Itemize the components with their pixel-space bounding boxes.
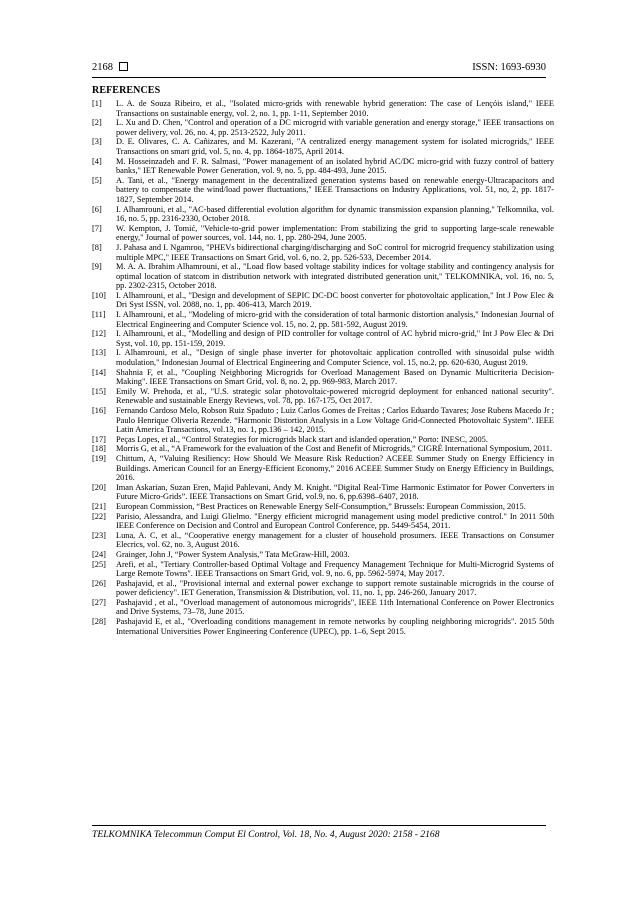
reference-text: Iman Askarian, Suzan Eren, Majid Pahlevani, Andy M. Knight. “Digital Real-Time Harmonic Estimator for Power Converters in Future Micro-Grids”. IEEE Transactions on Smart Grid, vol.9, no. 6, pp.6398–6407, 2018. — [116, 482, 554, 502]
reference-item — [92, 137, 554, 156]
reference-item — [92, 291, 554, 310]
reference-text: I. Alhamrouni, et al., "Design and development of SEPIC DC-DC boost converter for photovoltaic application," Int J Pow Elec & Dri Syst ISSN, vol. 2088, no. 1, pp. 406-413, March 2019. — [116, 290, 554, 310]
reference-item — [92, 387, 554, 406]
header-rule — [92, 77, 546, 78]
reference-number: [10] — [92, 290, 106, 300]
reference-text: Pashajavid E, et al., "Overloading conditions management in remote networks by coupling neighboring microgrids". 2015 50th International Universities Power Engineering Conference (UPEC), pp. 1–6, Sept 2015. — [116, 617, 554, 636]
reference-number: [25] — [92, 559, 106, 569]
checkbox-square-icon — [119, 62, 128, 71]
reference-number: [28] — [92, 617, 106, 627]
reference-number: [7] — [92, 223, 102, 233]
references-heading: REFERENCES — [92, 85, 161, 96]
reference-number: [15] — [92, 386, 106, 396]
reference-item — [92, 560, 554, 579]
reference-text: D. E. Olivares, C. A. Cañizares, and M. Kazerani, "A centralized energy management system for isolated microgrids," IEEE Transactions on smart grid, vol. 5, no. 4, pp. 1864-1875, April 2014. — [116, 137, 554, 156]
reference-number: [12] — [92, 329, 106, 339]
reference-item — [92, 368, 554, 387]
reference-item — [92, 118, 554, 137]
reference-item — [92, 329, 554, 348]
reference-number: [14] — [92, 367, 106, 377]
reference-number: [8] — [92, 242, 102, 252]
reference-number: [26] — [92, 578, 106, 588]
reference-number: [16] — [92, 406, 106, 415]
issn: ISSN: 1693-6930 — [472, 62, 546, 73]
page-footer: TELKOMNIKA Telecommun Comput El Control, Vol. 18, No. 4, August 2020: 2158 - 2168 — [92, 829, 440, 840]
reference-text: I. Alhamrouni, et al., "AC-based differential evolution algorithm for dynamic transmission expansion planning," Telkomnika, vol. 16, no. 5, pp. 2316-2330, October 2018. — [116, 204, 554, 224]
reference-item — [92, 598, 554, 617]
reference-number: [11] — [92, 310, 106, 320]
reference-item — [92, 224, 554, 243]
reference-text: Shahnia F, et al., "Coupling Neighboring Microgrids for Overload Management Based on Dynamic Multicriteria Decision-Making". IEEE Transactions on Smart Grid, vol. 8, no. 2, pp. 969-983, March 2017. — [116, 367, 554, 387]
reference-text: Emily W. Prehoda, et al., "U.S. strategic solar photovoltaic-powered microgrid deployment for enhanced national security". Renewable and sustainable Energy Reviews, vol. 78, pp. 167-175, Oct 2017. — [116, 386, 554, 406]
reference-number: [19] — [92, 453, 106, 463]
reference-number: [17] — [92, 434, 106, 444]
reference-text: Arefi, et al., "Tertiary Controller-based Optimal Voltage and Frequency Management Technique for Multi-Microgrid Systems of Large Remote Towns". IEEE Transactions on Smart Grid, vol. 9, no. 6, pp. 5962-5974, May 2017. — [116, 559, 554, 579]
reference-text: I. Alhamrouni, et al., "Design of single phase inverter for photovoltaic application controlled with sinusoidal pulse width modulation," Indonesian Journal of Electrical Engineering and Computer Science, vol. 15, no.2, pp. 620-630, August 2019. — [116, 348, 554, 368]
reference-number: [13] — [92, 348, 106, 358]
references-list — [92, 99, 554, 636]
reference-item — [92, 348, 554, 367]
reference-text: A. Tani, et al., "Energy management in the decentralized generation systems based on renewable energy-Ultracapacitors and battery to compensate the wind/load power fluctuations," IEEE Transactions on Industry Applications, vol. 51, no, 2, pp. 1817-1827, September 2014. — [116, 175, 554, 204]
reference-text: European Commission, “Best Practices on Renewable Energy Self-Consumption,” Brussels: European Commission, 2015. — [116, 501, 526, 511]
reference-text: Parisio, Alessandra, and Luigi Glielmo. "Energy efficient microgrid management using model predictive control." In 2011 50th IEEE Conference on Decision and Control and European Control Conference, pp. 5449-5454, 2011. — [116, 511, 554, 531]
reference-item — [92, 444, 554, 454]
reference-text: L. Xu and D. Chen, "Control and operation of a DC microgrid with variable generation and energy storage," IEEE transactions on power delivery, vol. 26, no. 4, pp. 2513-2522, July 2011. — [116, 118, 554, 137]
reference-number: [23] — [92, 530, 106, 540]
reference-number: [22] — [92, 511, 106, 521]
reference-text: M. A. A. Ibrahim Alhamrouni, et al., "Load flow based voltage stability indices for voltage stability and contingency analysis for optimal location of statcom in distribution network with integrated distributed generation unit," TELKOMNIKA, vol. 16, no. 5, pp. 2302-2315, October 2018. — [116, 262, 554, 291]
reference-text: J. Pahasa and I. Ngamroo, "PHEVs bidirectional charging/discharging and SoC control for microgrid frequency stabilization using multiple MPC," IEEE Transactions on Smart Grid, vol. 6, no. 2, pp. 526-533, December 2014. — [116, 242, 554, 262]
reference-text: I. Alhamrouni, et al., "Modeling of micro-grid with the consideration of total harmonic distortion analysis," Indonesian Journal of Electrical Engineering and Computer Science vol. 15, no. 2, pp. 581-592, August 2019. — [116, 310, 554, 329]
reference-item — [92, 205, 554, 224]
reference-item — [92, 99, 554, 118]
reference-number: [24] — [92, 549, 106, 559]
reference-number: [9] — [92, 262, 102, 272]
reference-text: Pashajavid , et al., "Overload management of autonomous microgrids", IEEE 11th International Conference on Power Electronics and Drive Systems, 73–78, June 2015. — [116, 597, 554, 617]
reference-text: Fernando Cardoso Melo, Robson Ruiz Spaduto ; Luiz Carlos Gomes de Freitas ; Carlos Eduardo Tavares; Jose Rubens Macedo Jr ; Paulo Henrique Oliveria Rezende. “Harmonic Distortion Analysis in a Low Voltage Grid-Connected Photovoltaic System”. IEEE Latin America Transactions, vol.13, no. 1, pp.136 – 142, 2015. — [116, 406, 554, 435]
reference-text: L. A. de Souza Ribeiro, et al., "Isolated micro-grids with renewable hybrid generation: The case of Lençóis island," IEEE Transactions on sustainable energy, vol. 2, no. 1, pp. 1-11, September 2010. — [116, 99, 554, 118]
reference-text: I. Alhamrouni, et al., "Modelling and design of PID controller for voltage control of AC hybrid micro-grid," Int J Pow Elec & Dri Syst, vol. 10, pp. 151-159, 2019. — [116, 329, 554, 348]
reference-item — [92, 262, 554, 291]
reference-number: [6] — [92, 204, 102, 214]
reference-number: [3] — [92, 137, 102, 147]
reference-item — [92, 617, 554, 636]
reference-item — [92, 157, 554, 176]
reference-item — [92, 512, 554, 531]
reference-text: Pashajavid, et al., "Provisional internal and external power exchange to support remote sustainable microgrids in the course of power deficiency". IET Generation, Transmission & Distribution, vol. 11, no. 1, pp. 246-260, January 2017. — [116, 578, 554, 598]
reference-text: M. Hosseinzadeh and F. R. Salmasi, "Power management of an isolated hybrid AC/DC micro-grid with fuzzy control of battery banks," IET Renewable Power Generation, vol. 9, no. 5, pp. 484-493, June 2015. — [116, 156, 554, 176]
reference-number: [4] — [92, 156, 102, 166]
reference-item — [92, 243, 554, 262]
reference-item — [92, 435, 554, 445]
reference-number: [27] — [92, 597, 106, 607]
page-number: 2168 — [92, 62, 113, 73]
reference-number: [21] — [92, 501, 106, 511]
reference-number: [18] — [92, 444, 106, 454]
reference-number: [2] — [92, 118, 102, 128]
reference-item — [92, 406, 554, 435]
reference-item — [92, 531, 554, 550]
header-page-number-group — [92, 62, 128, 73]
reference-text: Chittum, A, “Valuing Resiliency: How Should We Measure Risk Reduction? ACEEE Summer Study on Energy Efficiency in Buildings. American Council for an Energy-Efficient Economy,” 2016 ACEEE Summer Study on Energy Efficiency in Buildings, 2016. — [116, 453, 554, 483]
reference-text: Morris G, et al., “A Framework for the evaluation of the Cost and Benefit of Microgrids,” CIGRÉ International Symposium, 2011. — [116, 444, 553, 454]
reference-item — [92, 310, 554, 329]
reference-text: W. Kempton, J. Tomić, "Vehicle-to-grid power implementation: From stabilizing the grid to supporting large-scale renewable energy," Journal of power sources, vol. 144, no. 1, pp. 280-294, June 2005. — [116, 223, 554, 243]
reference-number: [1] — [92, 99, 102, 108]
reference-item — [92, 483, 554, 502]
reference-text: Grainger, John J, “Power System Analysis,” Tata McGraw-Hill, 2003. — [116, 549, 350, 559]
reference-item — [92, 454, 554, 483]
reference-item — [92, 176, 554, 205]
reference-number: [5] — [92, 175, 102, 185]
reference-number: [20] — [92, 482, 106, 492]
reference-item — [92, 579, 554, 598]
footer-rule — [92, 825, 546, 826]
reference-text: Peças Lopes, et al., “Control Strategies for microgrids black start and islanded operation,” Porto: INESC, 2005. — [116, 434, 488, 444]
page-header — [92, 62, 546, 75]
reference-text: Luna, A. C, et al., “Cooperative energy management for a cluster of household prosumers. IEEE Transactions on Consumer Elecrics, vol. 62, no. 3, August 2016. — [116, 530, 554, 550]
reference-item — [92, 550, 554, 560]
reference-item — [92, 502, 554, 512]
